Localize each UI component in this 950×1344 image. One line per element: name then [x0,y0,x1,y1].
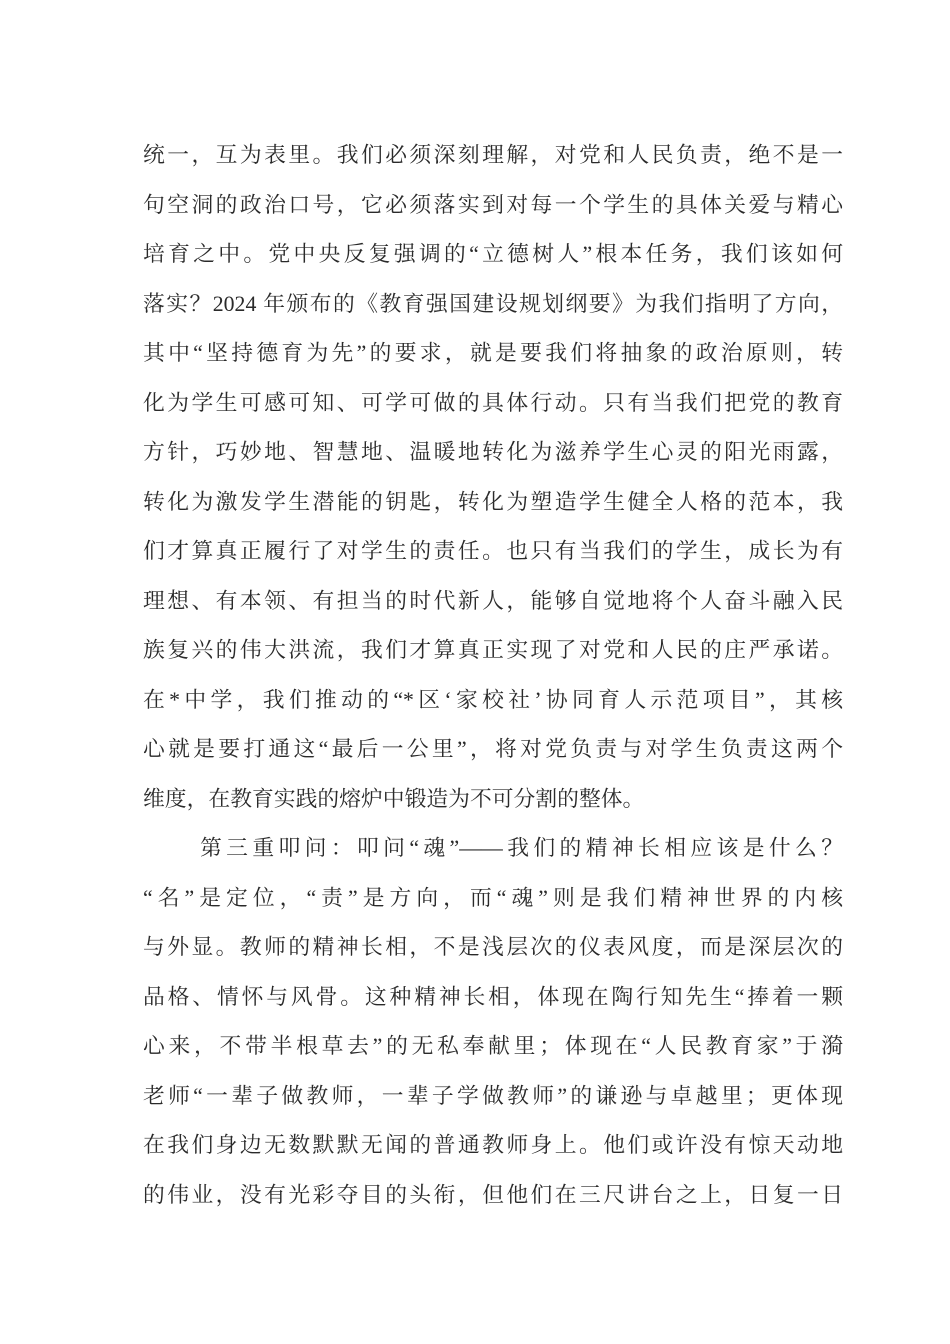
text-line: 培育之中。党中央反复强调的“立德树人”根本任务，我们该如何 [143,242,843,266]
text-line: 们才算真正履行了对学生的责任。也只有当我们的学生，成长为有 [143,539,843,563]
paragraph-third-question [143,824,843,1220]
text-line: 与外显。教师的精神长相，不是浅层次的仪表风度，而是深层次的 [143,935,843,959]
text-line: 族复兴的伟大洪流，我们才算真正实现了对党和人民的庄严承诺。 [143,638,843,662]
text-line: 在*中学，我们推动的“*区‘家校社’协同育人示范项目”，其核 [143,687,843,712]
text-line: 方针，巧妙地、智慧地、温暖地转化为滋养学生心灵的阳光雨露， [143,440,843,464]
text-line: 转化为激发学生潜能的钥匙，转化为塑造学生健全人格的范本，我 [143,489,843,514]
text-line: 老师“一辈子做教师，一辈子学做教师”的谦逊与卓越里；更体现 [143,1083,843,1108]
paragraph-continuation [143,131,843,824]
text-line: 句空洞的政治口号，它必须落实到对每一个学生的具体关爱与精心 [143,192,843,217]
text-line-paragraph-end: 维度，在教育实践的熔炉中锻造为不可分割的整体。 [143,786,645,811]
text-line: 理想、有本领、有担当的时代新人，能够自觉地将个人奋斗融入民 [143,588,843,613]
text-line: 在我们身边无数默默无闻的普通教师身上。他们或许没有惊天动地 [143,1133,843,1157]
text-line: 统一，互为表里。我们必须深刻理解，对党和人民负责，绝不是一 [143,143,843,167]
text-line: 心来，不带半根草去”的无私奉献里；体现在“人民教育家”于漪 [143,1034,843,1058]
text-line: 落实？2024 年颁布的《教育强国建设规划纲要》为我们指明了方向， [143,291,843,316]
text-line: 的伟业，没有光彩夺目的头衔，但他们在三尺讲台之上，日复一日 [143,1182,843,1207]
text-line: 其中“坚持德育为先”的要求，就是要我们将抽象的政治原则，转 [143,341,843,365]
page-text [143,131,843,1220]
text-line: 化为学生可感可知、可学可做的具体行动。只有当我们把党的教育 [143,390,843,415]
text-line: 品格、情怀与风骨。这种精神长相，体现在陶行知先生“捧着一颗 [143,984,843,1009]
text-line: “名”是定位，“责”是方向，而“魂”则是我们精神世界的内核 [143,885,843,910]
text-line: 心就是要打通这“最后一公里”，将对党负责与对学生负责这两个 [143,737,843,761]
text-line-paragraph-start: 第三重叩问：叩问“魂”——我们的精神长相应该是什么？ [200,836,843,860]
